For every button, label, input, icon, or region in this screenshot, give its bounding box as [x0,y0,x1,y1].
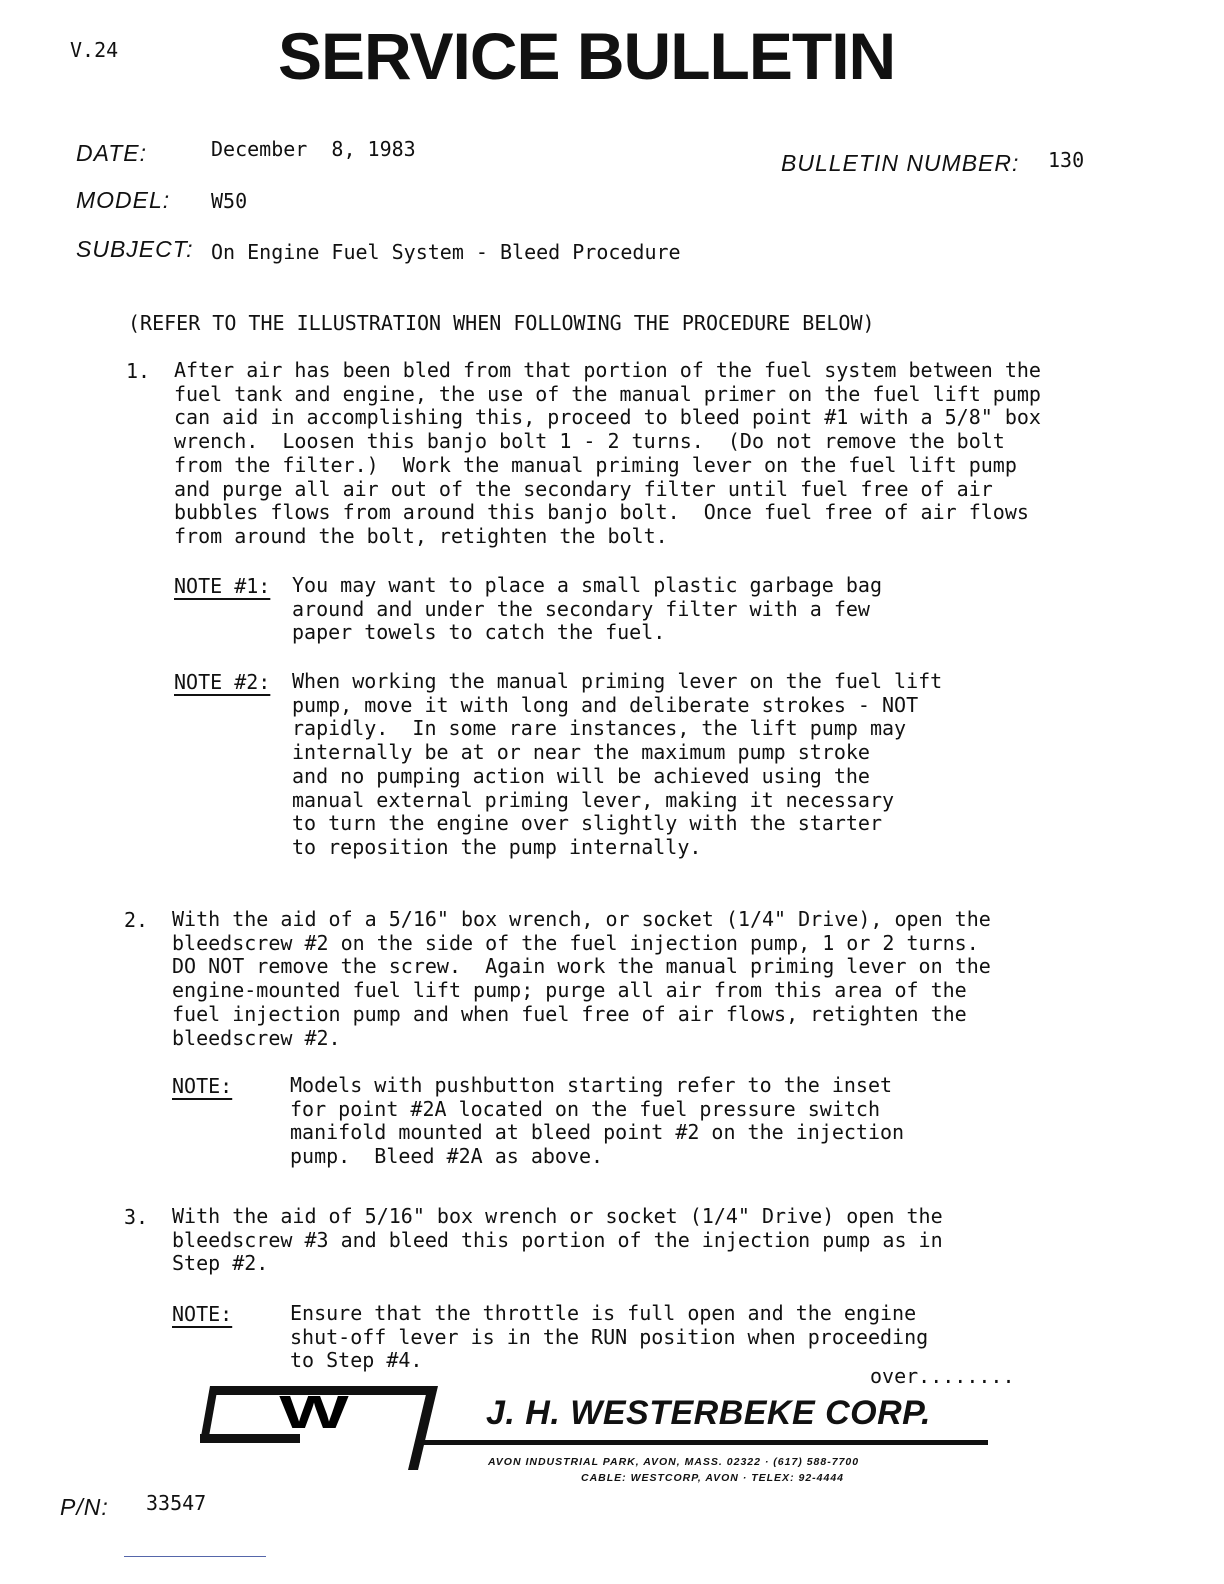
text-line: and purge all air out of the secondary filter until fuel free of air [174,476,993,501]
text-line: fuel tank and engine, the use of the manual primer on the fuel lift pump [174,381,1041,406]
text-line: manifold mounted at bleed point #2 on the injection [290,1120,905,1145]
bulletin-number-value: 130 [1048,148,1085,172]
text-line: Step #2. [172,1251,269,1276]
text-line: After air has been bled from that portion of the fuel system between the [174,358,1041,382]
note-4-body [290,1302,928,1373]
text-line: rapidly. In some rare instances, the lift pump may [292,716,907,741]
text-line: pump, move it with long and deliberate strokes - NOT [292,692,919,717]
text-line: wrench. Loosen this banjo bolt 1 - 2 turns. (Do not remove the bolt [174,429,1005,454]
text-line: DO NOT remove the screw. Again work the manual priming lever on the [172,954,991,979]
text-line: Ensure that the throttle is full open and the engine [290,1301,917,1325]
text-line: and no pumping action will be achieved using the [292,763,870,788]
date-value: December 8, 1983 [211,137,416,161]
step-2-body [172,908,991,1050]
text-line: internally be at or near the maximum pump stroke [292,740,870,765]
step-number: 2. [124,908,149,932]
text-line: can aid in accomplishing this, proceed to bleed point #1 with a 5/8" box [174,405,1041,430]
text-line: paper towels to catch the fuel. [292,620,666,645]
text-line: Models with pushbutton starting refer to the inset [290,1073,893,1097]
part-number-label: P/N: [60,1494,109,1520]
continuation-text: over........ [870,1364,1015,1388]
page-title: SERVICE BULLETIN [278,19,896,93]
text-line: When working the manual priming lever on the fuel lift [292,669,943,693]
note-2-body [292,670,942,860]
note-label: NOTE: [172,1302,233,1326]
note-label: NOTE: [172,1074,233,1098]
text-line: to Step #4. [290,1348,423,1373]
text-line: With the aid of 5/16" box wrench or socket (1/4" Drive) open the [172,1204,943,1228]
text-line: bubbles flows from around this banjo bolt. Once fuel free of air flows [174,500,1029,525]
text-line: bleedscrew #2 on the side of the fuel injection pump, 1 or 2 turns. [172,930,979,955]
text-line: engine-mounted fuel lift pump; purge all air from this area of the [172,978,967,1003]
text-line: bleedscrew #2. [172,1025,341,1050]
text-line: to reposition the pump internally. [292,834,702,859]
note-label: NOTE #2: [174,670,271,694]
model-value: W50 [211,189,248,213]
step-number: 3. [124,1205,149,1229]
step-3-body [172,1205,943,1276]
part-number-value: 33547 [146,1491,207,1515]
note-label: NOTE #1: [174,574,271,598]
intro-instruction: (REFER TO THE ILLUSTRATION WHEN FOLLOWING THE PROCEDURE BELOW) [128,311,875,335]
footer-rule [420,1440,988,1445]
text-line: fuel injection pump and when fuel free of air flows, retighten the [172,1001,967,1026]
note-3-body [290,1074,904,1169]
text-line: from the filter.) Work the manual priming lever on the fuel lift pump [174,452,1017,477]
bottom-rule [124,1556,266,1557]
date-label: DATE: [76,140,148,166]
text-line: You may want to place a small plastic garbage bag [292,573,883,597]
logo-letter: W [279,1386,349,1439]
step-number: 1. [126,359,151,383]
text-line: to turn the engine over slightly with the starter [292,811,883,836]
step-1-body [174,359,1041,549]
subject-value: On Engine Fuel System - Bleed Procedure [211,240,681,264]
bulletin-number-label: BULLETIN NUMBER: [781,150,1020,176]
text-line: With the aid of a 5/16" box wrench, or socket (1/4" Drive), open the [172,907,991,931]
model-label: MODEL: [76,187,171,213]
company-name: J. H. WESTERBEKE CORP. [486,1394,931,1432]
logo-right-bar [408,1386,438,1470]
text-line: for point #2A located on the fuel pressure switch [290,1096,881,1121]
company-cable-telex: CABLE: WESTCORP, AVON · TELEX: 92-4444 [581,1472,845,1484]
note-1-body [292,574,882,645]
text-line: pump. Bleed #2A as above. [290,1144,604,1169]
text-line: from around the bolt, retighten the bolt. [174,523,668,548]
text-line: manual external priming lever, making it necessary [292,787,895,812]
text-line: shut-off lever is in the RUN position when proceeding [290,1324,929,1349]
version-label: V.24 [70,38,119,62]
company-address: AVON INDUSTRIAL PARK, AVON, MASS. 02322 · (617) 588-7700 [488,1456,860,1468]
westerbeke-logo [196,1382,446,1472]
text-line: bleedscrew #3 and bleed this portion of the injection pump as in [172,1227,943,1252]
text-line: around and under the secondary filter with a few [292,596,870,621]
subject-label: SUBJECT: [76,236,194,262]
